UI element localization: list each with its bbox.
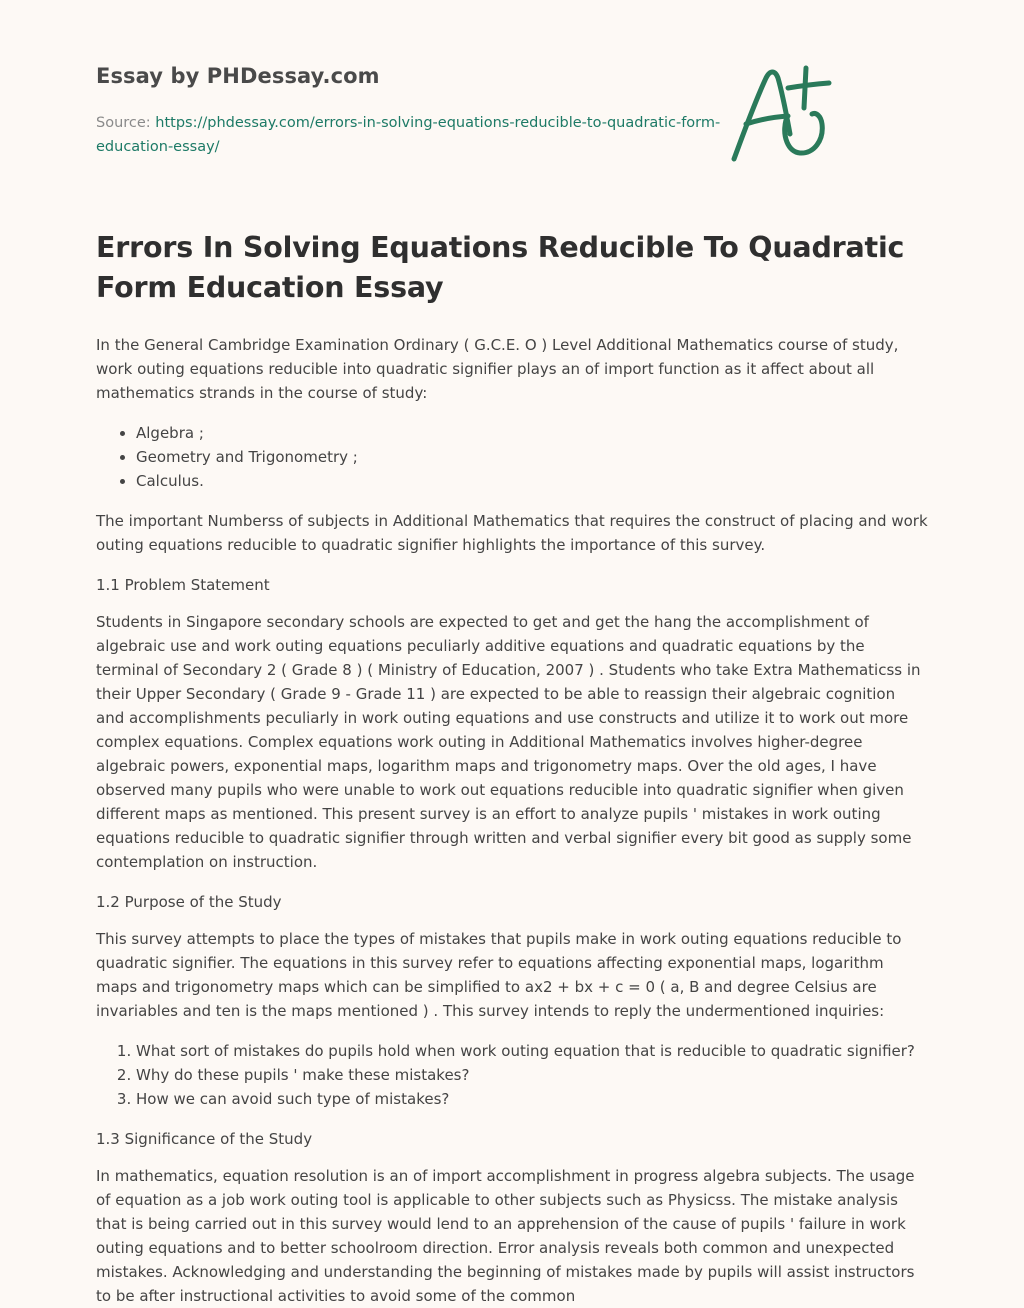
section-heading-significance: 1.3 Significance of the Study bbox=[96, 1130, 313, 1148]
list-item: • Geometry and Trigonometry ; bbox=[136, 445, 928, 469]
section-heading-problem-statement: 1.1 Problem Statement bbox=[96, 576, 270, 594]
problem-statement-paragraph: Students in Singapore secondary schools are expected to get and get the hang the accomplishment of algebraic use and work outing equations peculiarly additive equations and quadratic equations by the terminal of Secondary 2 ( Grade 8 ) ( Ministry of Education, 2007 ) . Students who take Extra Mathematicss in their Upper Secondary ( Grade 9 - Grade 11 ) are expected to be able to reassign their algebraic cognition and accomplishments peculiarly in work outing equations and use constructs and utilize it to work out more complex equations. Complex equations work outing in Additional Mathematics involves higher-degree algebraic powers, exponential maps, logarithm maps and trigonometry maps. Over the old ages, I have observed many pupils who were unable to work out equations reducible into quadratic signifier when given different maps as mentioned. This present survey is an effort to analyze pupils ' mistakes in work outing equations reducible to quadratic signifier through written and verbal signifier every bit good as supply some contemplation on instruction. bbox=[96, 613, 921, 871]
list-item: 2. Why do these pupils ' make these mistakes? bbox=[136, 1063, 928, 1087]
strands-list bbox=[96, 421, 928, 493]
significance-paragraph: In mathematics, equation resolution is an of import accomplishment in progress algebra subjects. The usage of equation as a job work outing tool is applicable to other subjects such as Physicss. The mistake analysis that is being carried out in this survey would lend to an apprehension of the cause of pupils ' failure in work outing equations and to better schoolroom direction. Error analysis reveals both common and unexpected mistakes. Acknowledging and understanding the beginning of mistakes made by pupils will assist instructors to be after instructional activities to avoid some of the common bbox=[96, 1167, 915, 1305]
list-item: • Calculus. bbox=[136, 469, 928, 493]
list-item: 3. How we can avoid such type of mistakes? bbox=[136, 1087, 928, 1111]
list-item: • Algebra ; bbox=[136, 421, 928, 445]
importance-paragraph: The important Numberss of subjects in Additional Mathematics that requires the construct of placing and work outing equations reducible to quadratic signifier highlights the importance of this survey. bbox=[96, 512, 928, 554]
purpose-paragraph: This survey attempts to place the types of mistakes that pupils make in work outing equations reducible to quadratic signifier. The equations in this survey refer to equations affecting exponential maps, logarithm maps and trigonometry maps which can be simplified to ax2 + bx + c = 0 ( a, B and degree Celsius are invariables and ten is the maps mentioned ) . This survey intends to reply the undermentioned inquiries: bbox=[96, 930, 902, 1020]
source-label: Source: bbox=[96, 115, 156, 131]
a-plus-grade-icon bbox=[726, 62, 836, 166]
site-header bbox=[96, 0, 928, 172]
source-link[interactable]: https://phdessay.com/errors-in-solving-equations-reducible-to-quadratic-form-education-essay/ bbox=[96, 115, 721, 155]
source-line bbox=[96, 111, 776, 159]
section-heading-purpose: 1.2 Purpose of the Study bbox=[96, 893, 282, 911]
article-title: Errors In Solving Equations Reducible To Quadratic Form Education Essay bbox=[96, 231, 905, 304]
list-item: 1. What sort of mistakes do pupils hold when work outing equation that is reducible to quadratic signifier? bbox=[136, 1039, 928, 1063]
intro-paragraph: In the General Cambridge Examination Ordinary ( G.C.E. O ) Level Additional Mathematics course of study, work outing equations reducible into quadratic signifier plays an of import function as it affect about all mathematics strands in the course of study: bbox=[96, 336, 899, 402]
article-body bbox=[96, 333, 928, 1308]
research-questions-list bbox=[96, 1039, 928, 1111]
site-brand: Essay by PHDessay.com bbox=[96, 64, 380, 88]
